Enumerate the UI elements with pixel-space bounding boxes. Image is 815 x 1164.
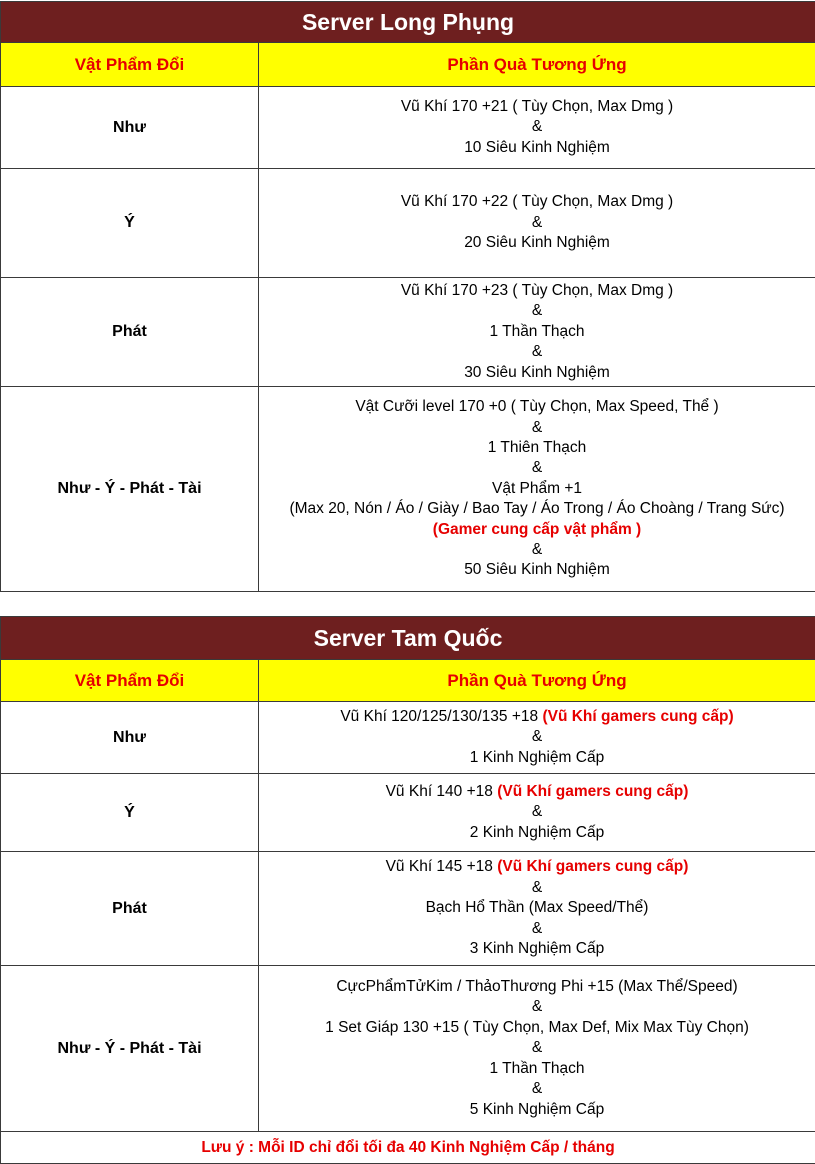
reward-line-text: & [531,803,543,821]
monthly-limit-note: Lưu ý : Mỗi ID chỉ đổi tối đa 40 Kinh Nghiệm Cấp / tháng [1,1132,815,1164]
reward-line [259,857,815,877]
reward-line [259,560,815,580]
long-phung-col-reward: Phần Quà Tương Ứng [259,43,815,87]
tam-quoc-title: Server Tam Quốc [1,617,815,660]
ampersand-separator [259,878,815,898]
item-cell: Như - Ý - Phát - Tài [1,966,259,1132]
reward-line [259,977,815,997]
ampersand-separator [259,117,815,137]
reward-line [259,748,815,768]
item-cell: Như - Ý - Phát - Tài [1,387,259,592]
reward-cell [259,278,815,387]
reward-line [259,192,815,212]
reward-line-text: 10 Siêu Kinh Nghiệm [464,138,610,156]
ampersand-separator [259,540,815,560]
reward-line [259,281,815,301]
reward-line-text: Vũ Khí 140 +18 [385,782,498,800]
ampersand-separator [259,342,815,362]
reward-line [259,823,815,843]
reward-cell [259,774,815,852]
reward-line [259,499,815,519]
ampersand-separator [259,802,815,822]
reward-line-text: 1 Thần Thạch [489,1059,585,1077]
ampersand-separator [259,1079,815,1099]
item-cell: Phát [1,278,259,387]
reward-line-text: 3 Kinh Nghiệm Cấp [469,940,605,958]
item-cell: Như [1,702,259,774]
table-row [1,278,815,387]
reward-line-text: & [531,459,543,477]
reward-line-text: Vật Cưỡi level 170 +0 ( Tùy Chọn, Max Speed, Thể ) [355,398,719,416]
ampersand-separator [259,418,815,438]
table-row [1,387,815,592]
reward-line-text: Vũ Khí 170 +21 ( Tùy Chọn, Max Dmg ) [400,97,674,115]
gamer-supplied-note: (Vũ Khí gamers cung cấp) [542,707,734,725]
reward-line-text: Vật Phẩm +1 [491,479,583,497]
reward-line [259,1059,815,1079]
reward-line-text: Bạch Hổ Thần (Max Speed/Thể) [425,899,649,917]
item-cell: Phát [1,852,259,966]
reward-line-text: (Gamer cung cấp vật phẩm ) [432,520,642,538]
reward-line-text: 30 Siêu Kinh Nghiệm [464,363,610,381]
reward-line-text: Vũ Khí 170 +23 ( Tùy Chọn, Max Dmg ) [400,281,674,299]
table-row [1,852,815,966]
gamer-supplied-note: (Vũ Khí gamers cung cấp) [497,858,689,876]
reward-line-text: & [531,343,543,361]
reward-cell [259,852,815,966]
reward-line [259,1018,815,1038]
reward-line-text: 20 Siêu Kinh Nghiệm [464,234,610,252]
reward-line-text: 1 Kinh Nghiệm Cấp [469,748,605,766]
table-row [1,966,815,1132]
reward-line-text: 1 Set Giáp 130 +15 ( Tùy Chọn, Max Def, Mix Max Tùy Chọn) [325,1018,749,1036]
reward-line [259,138,815,158]
reward-line-text: 1 Thần Thạch [489,322,585,340]
reward-line-text: & [531,998,543,1016]
reward-line-text: Vũ Khí 120/125/130/135 +18 [340,707,543,725]
item-cell: Ý [1,169,259,278]
ampersand-separator [259,458,815,478]
reward-line [259,707,815,727]
reward-line-text: & [531,1039,543,1057]
reward-line [259,1100,815,1120]
table-row [1,774,815,852]
reward-line-text: Vũ Khí 145 +18 [385,858,498,876]
long-phung-title: Server Long Phụng [1,2,815,43]
reward-line-text: (Max 20, Nón / Áo / Giày / Bao Tay / Áo Trong / Áo Choàng / Trang Sức) [289,500,785,518]
reward-line-text: 50 Siêu Kinh Nghiệm [464,561,610,579]
reward-line [259,520,815,540]
reward-line [259,322,815,342]
ampersand-separator [259,213,815,233]
reward-line-text: & [531,728,543,746]
reward-line-text: & [531,1080,543,1098]
item-cell: Ý [1,774,259,852]
reward-line-text: & [531,878,543,896]
reward-cell [259,169,815,278]
reward-line [259,363,815,383]
reward-line-text: 5 Kinh Nghiệm Cấp [469,1100,605,1118]
reward-line-text: & [531,213,543,231]
ampersand-separator [259,1038,815,1058]
tam-quoc-table [0,616,815,1164]
reward-line-text: & [531,118,543,136]
long-phung-table [0,1,815,592]
reward-line-text: & [531,418,543,436]
tam-quoc-col-reward: Phần Quà Tương Ứng [259,660,815,702]
table-row [1,169,815,278]
ampersand-separator [259,997,815,1017]
item-cell: Như [1,87,259,169]
reward-line-text: Vũ Khí 170 +22 ( Tùy Chọn, Max Dmg ) [400,193,674,211]
reward-cell [259,966,815,1132]
reward-line [259,233,815,253]
reward-line [259,782,815,802]
reward-cell [259,87,815,169]
reward-line-text: & [531,541,543,559]
reward-line [259,438,815,458]
reward-cell [259,702,815,774]
gamer-supplied-note: (Vũ Khí gamers cung cấp) [497,782,689,800]
reward-line [259,479,815,499]
reward-line-text: CựcPhẩmTửKim / ThảoThương Phi +15 (Max Thể/Speed) [336,978,738,996]
reward-line [259,939,815,959]
reward-cell [259,387,815,592]
reward-line-text: 1 Thiên Thạch [487,438,587,456]
reward-line-text: & [531,302,543,320]
long-phung-col-item: Vật Phẩm Đổi [1,43,259,87]
reward-line [259,97,815,117]
reward-line-text: 2 Kinh Nghiệm Cấp [469,823,605,841]
reward-line [259,898,815,918]
tam-quoc-col-item: Vật Phẩm Đổi [1,660,259,702]
reward-line [259,397,815,417]
table-row [1,87,815,169]
ampersand-separator [259,727,815,747]
ampersand-separator [259,919,815,939]
reward-line-text: & [531,919,543,937]
table-row [1,702,815,774]
ampersand-separator [259,301,815,321]
